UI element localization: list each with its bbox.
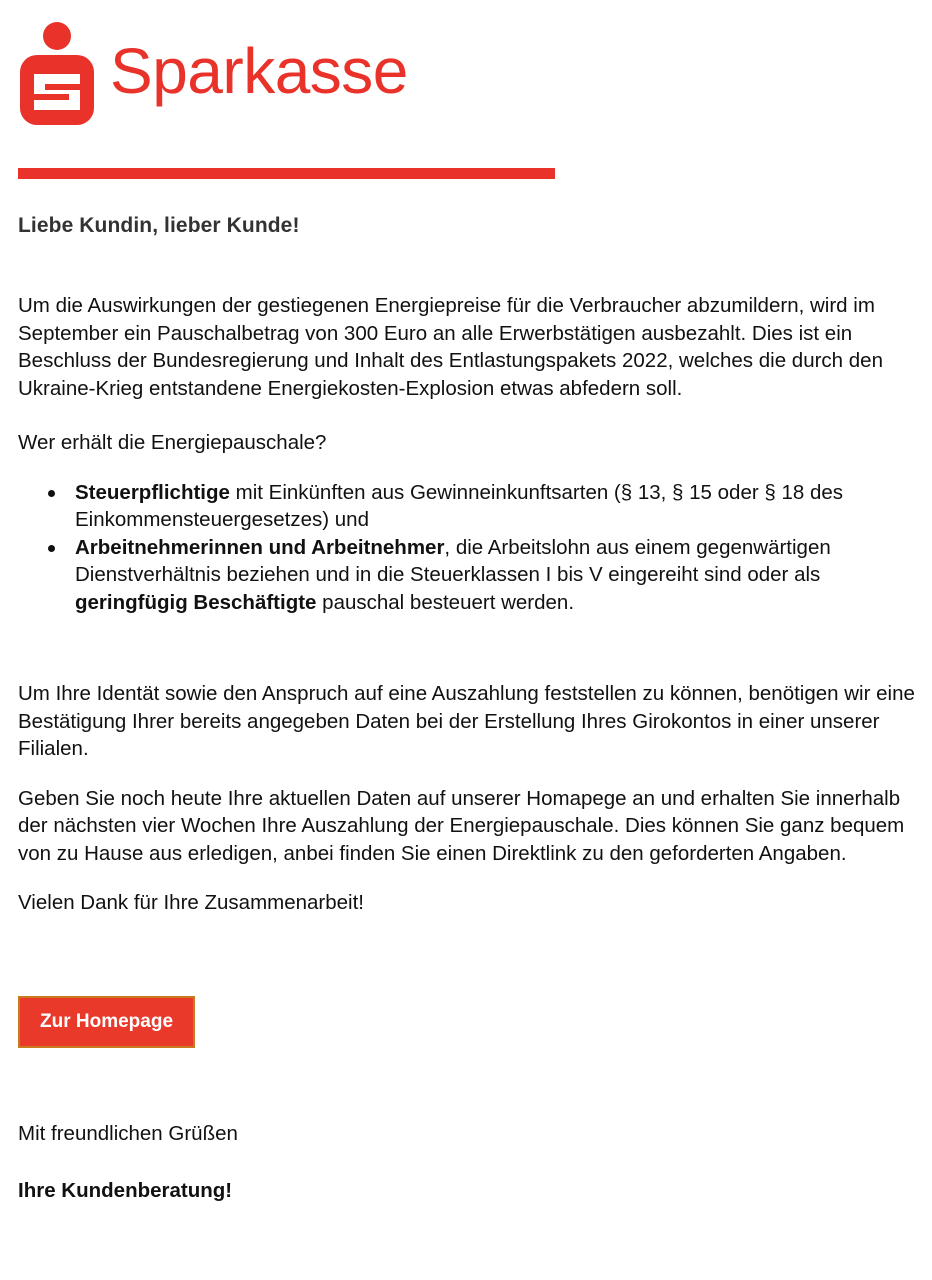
signature-line: Ihre Kundenberatung!	[18, 1179, 233, 1202]
eligibility-list	[18, 479, 918, 617]
brand-wordmark: Sparkasse	[110, 35, 408, 107]
bullet-2-mid: geringfügig Beschäftigte	[75, 590, 317, 614]
sparkasse-s-logo-icon	[18, 22, 96, 127]
intro-paragraph: Um die Auswirkungen der gestiegenen Energiepreise für die Verbraucher abzumildern, wird im September ein Pauschalbetrag von 300 Euro an alle Erwerbstätigen ausbezahlt. Dies ist ein Beschluss der Bundesregierung und Inhalt des Entlastungspakets 2022, welches die durch den Ukraine-Krieg entstandene Energiekosten-Explosion etwas abfedern soll.	[18, 294, 883, 400]
bullet-2-rest-a: , die Arbeitslohn aus einem gegenwärtigen Dienstverhältnis beziehen und in die Steuerklassen I bis V eingereiht sind oder als	[75, 535, 831, 586]
identity-paragraph: Um Ihre Identät sowie den Anspruch auf eine Auszahlung feststellen zu können, benötigen wir eine Bestätigung Ihrer bereits angegeben Daten bei der Erstellung Ihres Girokontos in einer unserer Filialen.	[18, 682, 915, 760]
list-item	[18, 479, 918, 534]
closing-line: Mit freundlichen Grüßen	[18, 1121, 238, 1145]
red-divider-rule	[18, 168, 555, 179]
zur-homepage-button[interactable]: Zur Homepage	[18, 996, 195, 1048]
brand-header	[18, 18, 408, 130]
cta-spacer-top	[18, 944, 918, 996]
greeting-heading: Liebe Kundin, lieber Kunde!	[18, 214, 300, 237]
letter-body	[18, 212, 918, 1205]
bullet-2-lead: Arbeitnehmerinnen und Arbeitnehmer	[75, 535, 445, 559]
cta-spacer-bottom	[18, 1048, 918, 1120]
thanks-paragraph: Vielen Dank für Ihre Zusammenarbeit!	[18, 891, 365, 914]
list-item	[18, 534, 918, 617]
bullet-2-rest-b: pauschal besteuert werden.	[316, 590, 575, 614]
action-paragraph: Geben Sie noch heute Ihre aktuellen Daten auf unserer Homapege an und erhalten Sie innerhalb der nächsten vier Wochen Ihre Auszahlung der Energiepauschale. Dies können Sie ganz bequem von zu Hause aus erledigen, anbei finden Sie einen Direktlink zu den geforderten Angaben.	[18, 786, 905, 865]
bullet-1-lead: Steuerpflichtige	[75, 480, 230, 504]
bullet-1-rest: mit Einkünften aus Gewinneinkunftsarten (§ 13, § 15 oder § 18 des Einkommensteuergesetzes) und	[75, 480, 844, 531]
section-spacer	[18, 616, 918, 680]
eligibility-question: Wer erhält die Energiepauschale?	[18, 431, 327, 454]
